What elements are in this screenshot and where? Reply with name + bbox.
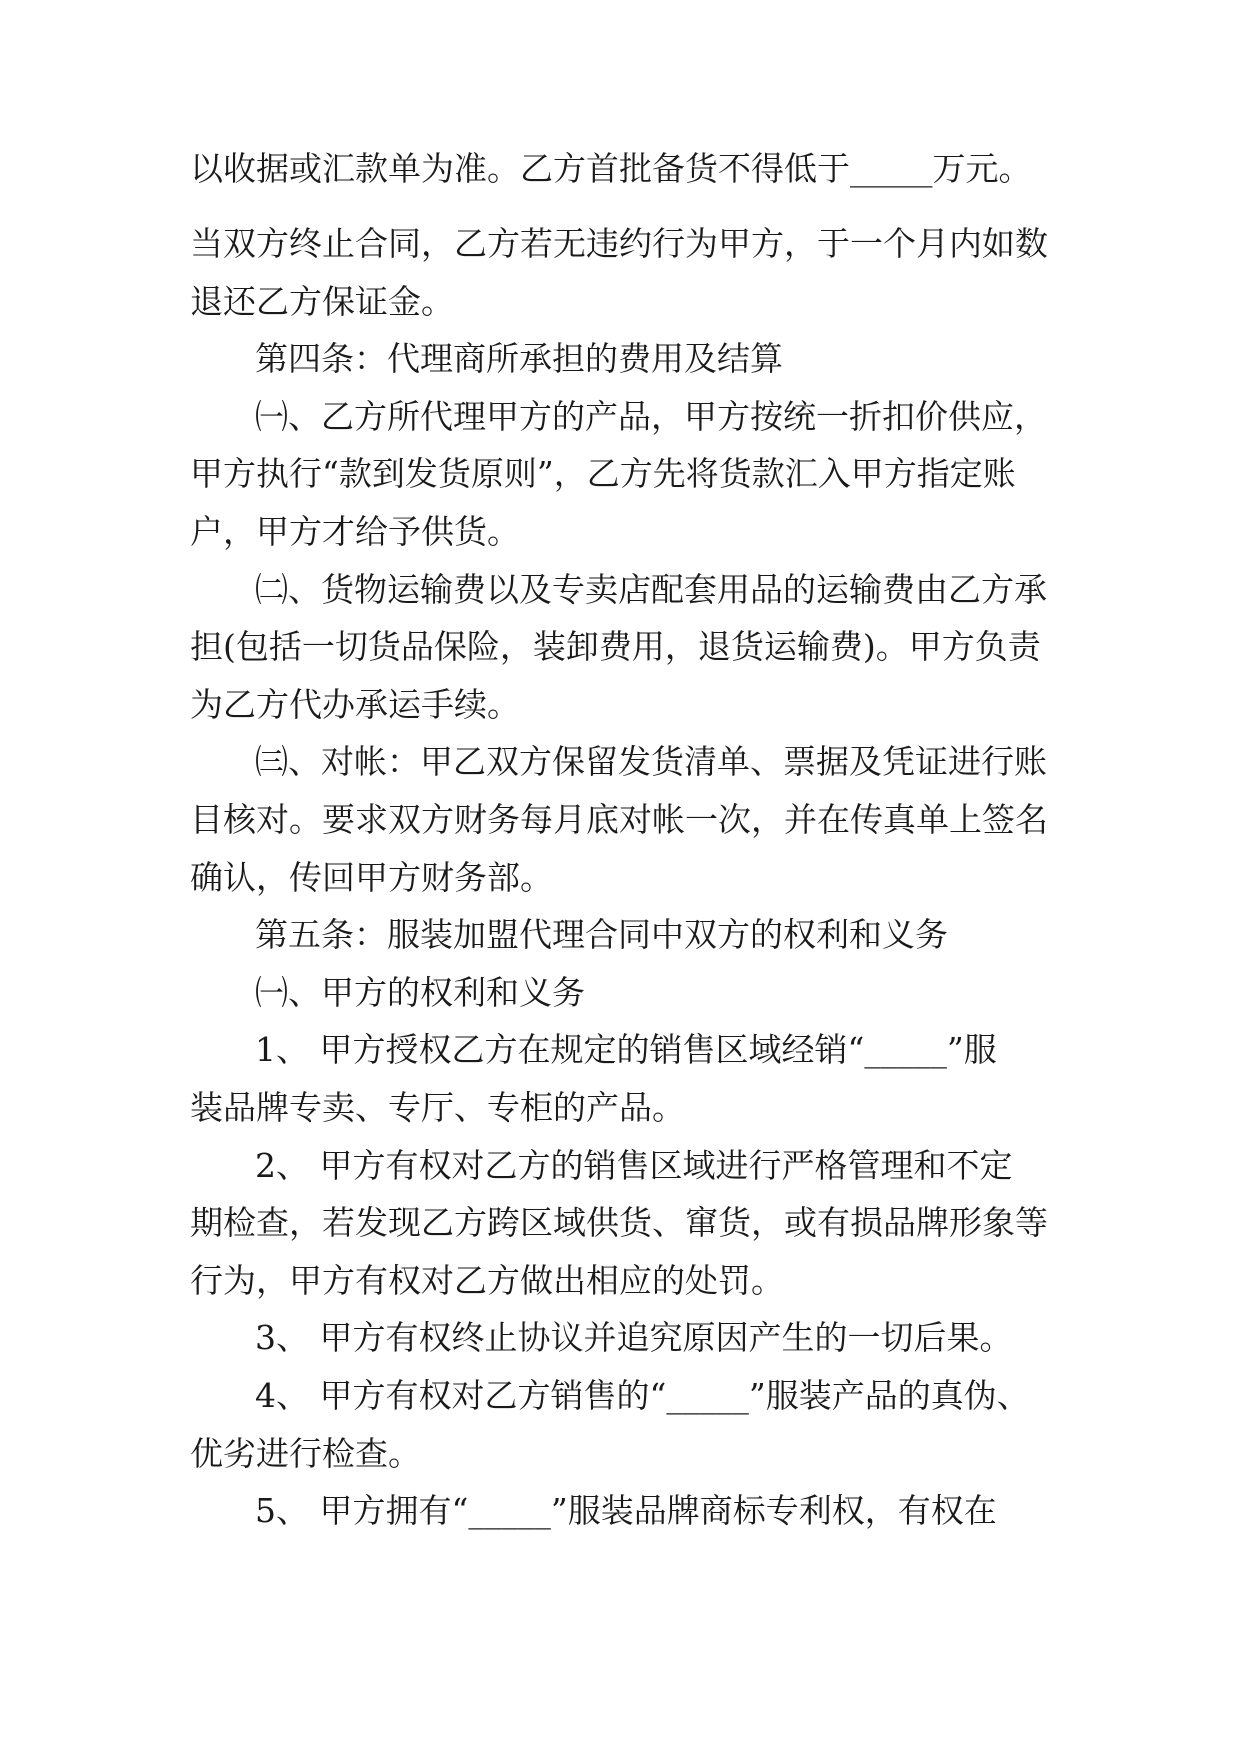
text-line-13: 确认，传回甲方财务部。: [190, 858, 553, 897]
text-line-24: 5、 甲方拥有“_____”服装品牌商标专利权，有权在: [255, 1491, 997, 1530]
text-line-16: 1、 甲方授权乙方在规定的销售区域经销“_____”服: [255, 1030, 997, 1069]
text-line-5: ㈠、乙方所代理甲方的产品，甲方按统一折扣价供应，: [255, 397, 1047, 436]
text-line-19: 期检查，若发现乙方跨区域供货、窜货，或有损品牌形象等: [190, 1203, 1048, 1242]
text-line-23: 优劣进行检查。: [190, 1434, 421, 1473]
text-line-7: 户，甲方才给予供货。: [190, 512, 520, 551]
text-line-21: 3、 甲方有权终止协议并追究原因产生的一切后果。: [255, 1318, 1013, 1357]
text-line-9: 担(包括一切货品保险，装卸费用，退货运输费)。甲方负责: [190, 627, 1041, 666]
text-line-1: 以收据或汇款单为准。乙方首批备货不得低于_____万元。: [190, 149, 1032, 188]
text-line-10: 为乙方代办承运手续。: [190, 685, 520, 724]
text-line-6: 甲方执行“款到发货原则”，乙方先将货款汇入甲方指定账: [190, 454, 1016, 493]
text-line-17: 装品牌专卖、专厅、专柜的产品。: [190, 1088, 685, 1127]
text-line-8: ㈡、货物运输费以及专卖店配套用品的运输费由乙方承: [255, 570, 1047, 609]
text-line-11: ㈢、对帐：甲乙双方保留发货清单、票据及凭证进行账: [255, 742, 1047, 781]
text-line-2: 当双方终止合同，乙方若无违约行为甲方，于一个月内如数: [190, 224, 1048, 263]
section-heading-4: 第四条：代理商所承担的费用及结算: [255, 339, 783, 378]
section-heading-5: 第五条：服装加盟代理合同中双方的权利和义务: [255, 915, 948, 954]
text-line-18: 2、 甲方有权对乙方的销售区域进行严格管理和不定: [255, 1146, 1013, 1185]
text-line-22: 4、 甲方有权对乙方销售的“_____”服装产品的真伪、: [255, 1376, 1030, 1415]
text-line-3: 退还乙方保证金。: [190, 282, 454, 321]
text-line-12: 目核对。要求双方财务每月底对帐一次，并在传真单上签名: [190, 800, 1048, 839]
text-line-15: ㈠、甲方的权利和义务: [255, 973, 585, 1012]
text-line-20: 行为，甲方有权对乙方做出相应的处罚。: [190, 1261, 784, 1300]
